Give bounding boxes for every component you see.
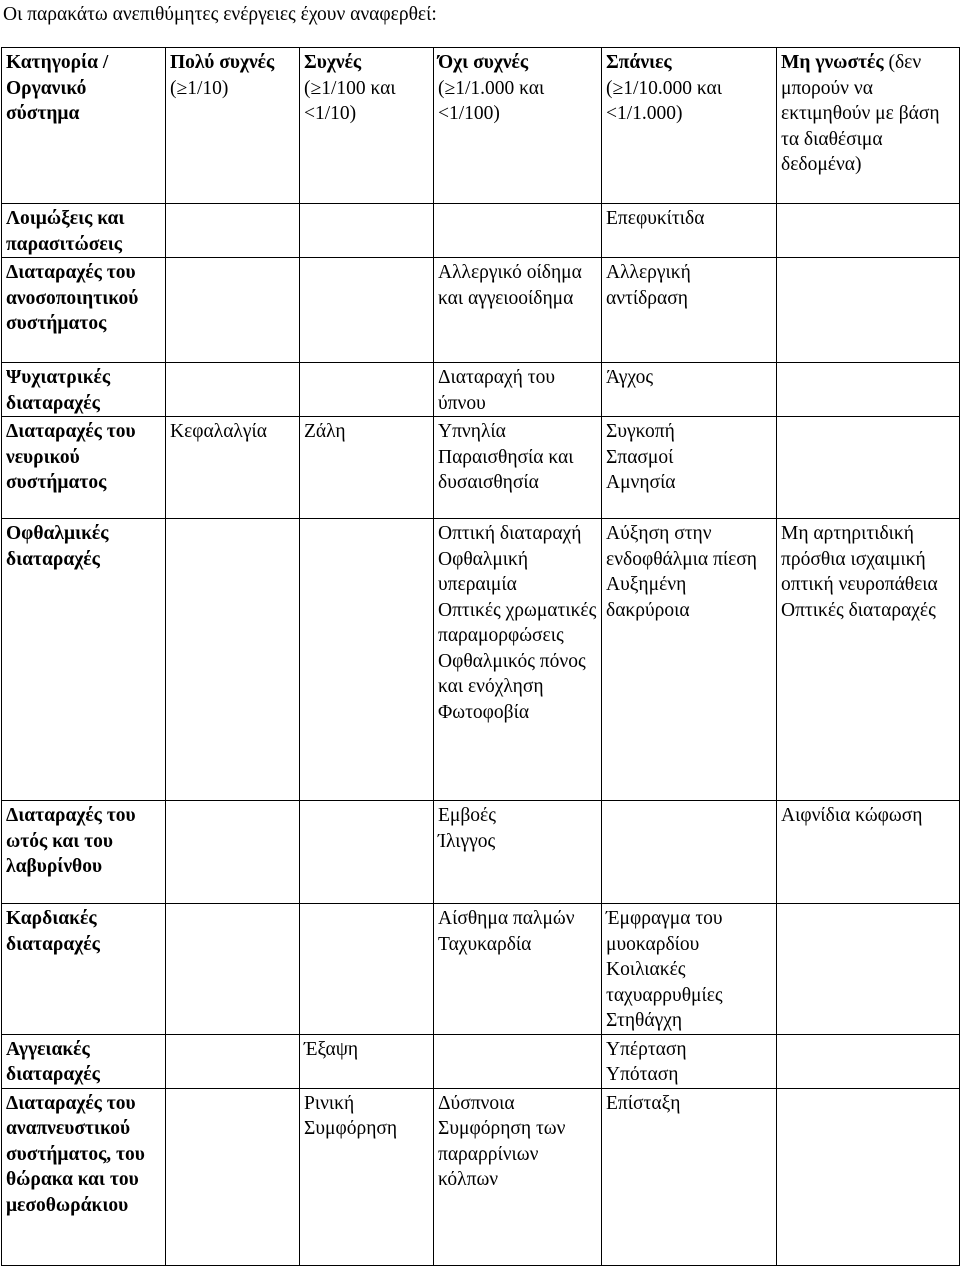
table-row <box>2 904 960 1035</box>
very-common-cell <box>166 519 300 801</box>
common-cell <box>300 417 434 519</box>
category-label: Διαταραχές του ωτός και του λαβυρίνθου <box>6 805 136 877</box>
common-cell <box>300 1034 434 1088</box>
reaction-item: Επίσταξη <box>606 1092 681 1114</box>
rare-cell <box>602 904 777 1035</box>
header-common: Συχνές (≥1/100 και <1/10) <box>300 48 434 204</box>
category-cell <box>2 258 166 363</box>
category-cell <box>2 1034 166 1088</box>
table-row <box>2 204 960 258</box>
reaction-item: Διαταραχή του ύπνου <box>438 367 555 414</box>
rare-cell <box>602 258 777 363</box>
very-common-cell <box>166 204 300 258</box>
header-very-common: Πολύ συχνές (≥1/10) <box>166 48 300 204</box>
common-cell <box>300 904 434 1035</box>
unknown-cell <box>777 1088 960 1265</box>
uncommon-cell <box>434 904 602 1035</box>
reaction-item: Κεφαλαλγία <box>170 421 267 442</box>
category-label: Διαταραχές του νευρικού συστήματος <box>6 421 136 493</box>
rare-cell <box>602 1034 777 1088</box>
category-cell <box>2 801 166 904</box>
very-common-cell <box>166 363 300 417</box>
reaction-item: Αλλεργικό οίδημα και αγγειοοίδημα <box>438 262 582 309</box>
category-cell <box>2 904 166 1035</box>
reaction-item: Υπέρταση <box>606 1038 687 1060</box>
reaction-item: Αμνησία <box>606 472 676 493</box>
table-row <box>2 801 960 904</box>
rare-cell <box>602 801 777 904</box>
rare-cell <box>602 1088 777 1265</box>
common-cell <box>300 519 434 801</box>
uncommon-cell <box>434 258 602 363</box>
intro-text: Οι παρακάτω ανεπιθύμητες ενέργειες έχουν αναφερθεί: <box>3 4 437 25</box>
header-row <box>2 48 960 204</box>
table-row <box>2 1088 960 1265</box>
header-uncommon: Όχι συχνές (≥1/1.000 και <1/100) <box>434 48 602 204</box>
reaction-item: Αυξημένη δακρύροια <box>606 574 690 621</box>
table-row <box>2 1034 960 1088</box>
reaction-item: Οπτικές χρωματικές παραμορφώσεις <box>438 599 597 646</box>
reaction-item: Αλλεργική αντίδραση <box>606 262 691 309</box>
very-common-cell <box>166 1088 300 1265</box>
common-cell <box>300 363 434 417</box>
reaction-item: Αιφνίδια κώφωση <box>781 805 923 826</box>
common-cell <box>300 1088 434 1265</box>
reaction-item: Παραισθησία και δυσαισθησία <box>438 446 574 493</box>
category-label: Καρδιακές διαταραχές <box>6 908 100 955</box>
unknown-cell <box>777 519 960 801</box>
reaction-item: Έξαψη <box>304 1038 359 1060</box>
very-common-cell <box>166 258 300 363</box>
reaction-item: Μη αρτηριτιδική πρόσθια ισχαιμική οπτική νευροπάθεια <box>781 523 938 595</box>
common-cell <box>300 258 434 363</box>
reaction-item: Ίλιγγος <box>438 830 496 852</box>
uncommon-cell <box>434 363 602 417</box>
category-label: Λοιμώξεις και παρασιτώσεις <box>6 208 125 255</box>
unknown-cell <box>777 204 960 258</box>
table-row <box>2 363 960 417</box>
reaction-item: Φωτοφοβία <box>438 701 530 723</box>
rare-cell <box>602 519 777 801</box>
very-common-cell <box>166 801 300 904</box>
header-unknown: Μη γνωστές (δεν μπορούν να εκτιμηθούν με βάση τα διαθέσιμα δεδομένα) <box>777 48 960 204</box>
reaction-item: Υπόταση <box>606 1064 679 1085</box>
common-cell <box>300 204 434 258</box>
common-cell <box>300 801 434 904</box>
reaction-item: Αύξηση στην ενδοφθάλμια πίεση <box>606 523 757 570</box>
category-cell <box>2 363 166 417</box>
rare-cell <box>602 204 777 258</box>
category-label: Οφθαλμικές διαταραχές <box>6 523 109 570</box>
header-rare: Σπάνιες (≥1/10.000 και <1/1.000) <box>602 48 777 204</box>
reaction-item: Ζάλη <box>304 421 346 442</box>
category-cell <box>2 417 166 519</box>
category-cell <box>2 519 166 801</box>
rare-cell <box>602 417 777 519</box>
very-common-cell <box>166 904 300 1035</box>
adverse-reactions-table <box>1 47 960 1266</box>
category-cell <box>2 204 166 258</box>
category-label: Αγγειακές διαταραχές <box>6 1038 100 1085</box>
reaction-item: Οπτικές διαταραχές <box>781 599 936 621</box>
header-category: Κατηγορία / Οργανικό σύστημα <box>2 48 166 204</box>
reaction-item: Άγχος <box>606 367 654 388</box>
very-common-cell <box>166 417 300 519</box>
reaction-item: Στηθάγχη <box>606 1010 683 1031</box>
uncommon-cell <box>434 801 602 904</box>
unknown-cell <box>777 904 960 1035</box>
reaction-item: Επεφυκίτιδα <box>606 208 705 229</box>
reaction-item: Συγκοπή <box>606 421 675 442</box>
table-row <box>2 417 960 519</box>
unknown-cell <box>777 1034 960 1088</box>
unknown-cell <box>777 417 960 519</box>
reaction-item: Οπτική διαταραχή <box>438 523 582 544</box>
uncommon-cell <box>434 1034 602 1088</box>
uncommon-cell <box>434 519 602 801</box>
uncommon-cell <box>434 1088 602 1265</box>
unknown-cell <box>777 801 960 904</box>
reaction-item: Εμβοές <box>438 805 496 826</box>
very-common-cell <box>166 1034 300 1088</box>
reaction-item: Οφθαλμικός πόνος και ενόχληση <box>438 650 586 697</box>
reaction-item: Ρινική Συμφόρηση <box>304 1092 398 1139</box>
unknown-cell <box>777 258 960 363</box>
unknown-cell <box>777 363 960 417</box>
reaction-item: Συμφόρηση των παραρρίνιων κόλπων <box>438 1118 566 1190</box>
reaction-item: Κοιλιακές ταχυαρρυθμίες <box>606 959 723 1006</box>
table-row <box>2 258 960 363</box>
category-cell <box>2 1088 166 1265</box>
rare-cell <box>602 363 777 417</box>
reaction-item: Έμφραγμα του μυοκαρδίου <box>606 908 723 955</box>
reaction-item: Σπασμοί <box>606 446 674 468</box>
table-row <box>2 519 960 801</box>
uncommon-cell <box>434 204 602 258</box>
uncommon-cell <box>434 417 602 519</box>
reaction-item: Δύσπνοια <box>438 1092 515 1114</box>
reaction-item: Ταχυκαρδία <box>438 933 532 955</box>
reaction-item: Αίσθημα παλμών <box>438 908 575 929</box>
category-label: Διαταραχές του αναπνευστικού συστήματος, του θώρακα και του μεσοθωράκιου <box>6 1092 145 1216</box>
reaction-item: Οφθαλμική υπεραιμία <box>438 548 529 595</box>
reaction-item: Υπνηλία <box>438 421 506 442</box>
category-label: Ψυχιατρικές διαταραχές <box>6 367 111 414</box>
category-label: Διαταραχές του ανοσοποιητικού συστήματος <box>6 262 139 334</box>
